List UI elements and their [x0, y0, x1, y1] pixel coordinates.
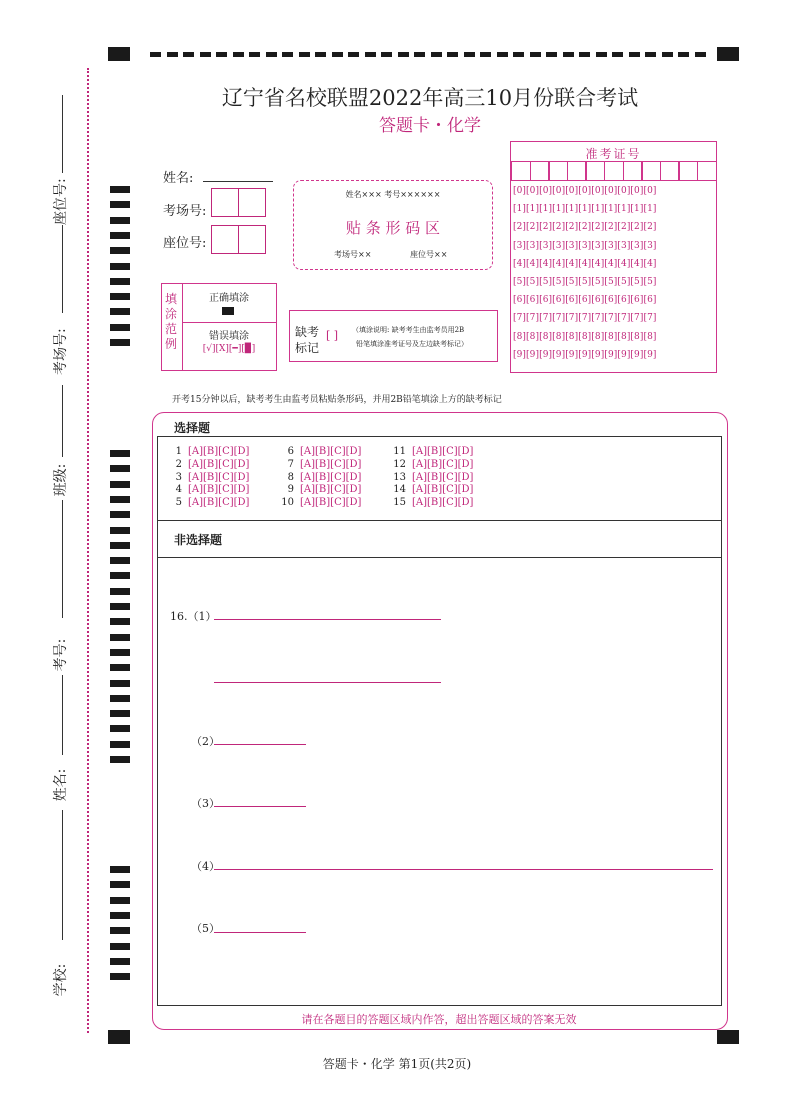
mcq-number: 9: [287, 484, 294, 496]
binding-cut-line: [87, 68, 89, 1033]
barcode-top-line: 姓名××× 考号××××××: [345, 190, 441, 199]
left-timing-mark: [110, 958, 130, 965]
top-timing-dash: [513, 52, 524, 57]
choice-heading: 选择题: [174, 421, 211, 435]
top-timing-dash: [150, 52, 161, 57]
sidebar-room-label: 考场号:: [53, 328, 69, 375]
name-field[interactable]: [203, 181, 273, 182]
left-timing-mark: [110, 634, 130, 641]
left-timing-mark: [110, 588, 130, 595]
admission-digit-box[interactable]: [623, 161, 643, 181]
left-timing-mark: [110, 450, 130, 457]
mcq-number: 5: [175, 497, 182, 509]
absent-checkbox[interactable]: [ ]: [326, 329, 339, 342]
admission-digit-box[interactable]: [604, 161, 624, 181]
fill-divider-h: [182, 322, 276, 323]
top-timing-dash: [233, 52, 244, 57]
fill-example: [161, 283, 277, 371]
mcq-number: 1: [175, 446, 182, 457]
left-timing-mark: [110, 293, 130, 300]
top-timing-dash: [266, 52, 277, 57]
absent-label: 缺考标记: [295, 325, 320, 355]
mcq-question[interactable]: [280, 459, 361, 470]
top-timing-dash: [678, 52, 689, 57]
sidebar-school-label: 学校:: [53, 963, 69, 997]
timing-mark-top-right: [717, 47, 739, 61]
mcq-options[interactable]: [A][B][C][D]: [300, 497, 362, 509]
room-label: 考场号:: [163, 204, 207, 219]
top-timing-dash: [381, 52, 392, 57]
q16-1-line-1[interactable]: [214, 619, 441, 620]
admission-digit-box[interactable]: [548, 161, 568, 181]
q16-2-label: （2）: [191, 735, 220, 748]
mcq-question[interactable]: [280, 484, 361, 495]
admission-bubble-row[interactable]: [5][5][5][5][5][5][5][5][5][5][5]: [513, 277, 657, 287]
mcq-number: 13: [393, 471, 406, 483]
top-timing-dash: [662, 52, 673, 57]
left-timing-mark: [110, 725, 130, 732]
left-timing-mark: [110, 465, 130, 472]
left-timing-mark: [110, 217, 130, 224]
mcq-options[interactable]: [A][B][C][D]: [412, 458, 474, 470]
room-line-top: [62, 225, 63, 313]
mcq-number: 7: [287, 458, 294, 470]
top-timing-dash: [431, 52, 442, 57]
top-timing-dash: [348, 52, 359, 57]
instruction-text: 开考15分钟以后，缺考考生由监考员粘贴条形码，并用2B铅笔填涂上方的缺考标记: [172, 395, 502, 405]
top-timing-dash: [299, 52, 310, 57]
mcq-number: 8: [287, 471, 294, 483]
q16-3-line[interactable]: [214, 806, 306, 807]
wrong-fill-marks: [√][X][━][▉]: [202, 344, 256, 354]
left-timing-mark: [110, 943, 130, 950]
absent-mark-box: [289, 310, 498, 362]
left-timing-mark: [110, 866, 130, 873]
top-timing-dash: [315, 52, 326, 57]
class-line-top: [62, 385, 63, 457]
left-timing-mark: [110, 741, 130, 748]
admission-number-grid: [510, 141, 717, 373]
mcq-question[interactable]: [168, 497, 249, 508]
admission-digit-box[interactable]: [678, 161, 698, 181]
top-timing-dash: [629, 52, 640, 57]
left-timing-mark: [110, 496, 130, 503]
top-timing-dash: [365, 52, 376, 57]
exam-title: 辽宁省名校联盟2022年高三10月份联合考试: [221, 86, 639, 110]
seat-box-1[interactable]: [211, 225, 239, 254]
left-timing-mark: [110, 308, 130, 315]
q16-label: 16.（1）: [170, 610, 217, 623]
top-timing-dash: [530, 52, 541, 57]
answer-inner-frame: [157, 436, 722, 1006]
seat-label: 座位号:: [163, 236, 207, 251]
q16-3-label: （3）: [191, 797, 220, 810]
q16-4-label: （4）: [191, 860, 220, 873]
left-timing-mark: [110, 481, 130, 488]
mcq-question[interactable]: [168, 472, 249, 483]
mcq-options[interactable]: [A][B][C][D]: [412, 497, 474, 509]
admission-bubble-row[interactable]: [3][3][3][3][3][3][3][3][3][3][3]: [513, 240, 657, 251]
left-timing-mark: [110, 710, 130, 717]
mcq-question[interactable]: [392, 459, 473, 470]
room-box-2[interactable]: [238, 188, 266, 217]
page-footer: 答题卡・化学 第1页(共2页): [322, 1057, 472, 1071]
top-timing-dash: [645, 52, 656, 57]
top-timing-dash: [332, 52, 343, 57]
mcq-question[interactable]: [392, 472, 473, 483]
mcq-number: 4: [175, 484, 182, 496]
top-timing-dash: [414, 52, 425, 57]
barcode-area: [293, 180, 493, 270]
admission-bubble-row[interactable]: [4][4][4][4][4][4][4][4][4][4][4]: [513, 258, 657, 269]
mcq-options[interactable]: [A][B][C][D]: [188, 458, 250, 470]
left-timing-mark: [110, 695, 130, 702]
left-timing-mark: [110, 756, 130, 763]
mcq-question[interactable]: [392, 484, 473, 495]
top-timing-dash: [167, 52, 178, 57]
admission-digit-box[interactable]: [530, 161, 550, 181]
mcq-options[interactable]: [A][B][C][D]: [188, 484, 250, 496]
top-timing-dash: [480, 52, 491, 57]
mcq-question[interactable]: [168, 446, 249, 457]
left-timing-mark: [110, 201, 130, 208]
left-timing-mark: [110, 263, 130, 270]
mcq-options[interactable]: [A][B][C][D]: [412, 484, 474, 496]
seat-line: [62, 95, 63, 173]
mcq-question[interactable]: [280, 446, 361, 457]
admission-digit-box[interactable]: [697, 161, 717, 181]
left-timing-mark: [110, 897, 130, 904]
left-timing-mark: [110, 324, 130, 331]
mcq-options[interactable]: [A][B][C][D]: [188, 446, 250, 457]
mcq-options[interactable]: [A][B][C][D]: [188, 497, 250, 509]
q16-5-label: （5）: [191, 922, 220, 935]
left-timing-mark: [110, 527, 130, 534]
top-timing-dash: [216, 52, 227, 57]
barcode-area-label: 贴 条 形 码 区: [345, 219, 441, 237]
mcq-question[interactable]: [168, 459, 249, 470]
q16-5-line[interactable]: [214, 932, 306, 933]
top-timing-dash: [695, 52, 706, 57]
sidebar-exam-no-label: 考号:: [53, 638, 69, 672]
correct-fill-mark: [222, 307, 234, 315]
left-timing-mark: [110, 339, 130, 346]
admission-bubble-row[interactable]: [1][1][1][1][1][1][1][1][1][1][1]: [513, 204, 657, 215]
timing-mark-bottom-left: [108, 1030, 130, 1044]
room-box-1[interactable]: [211, 188, 239, 217]
barcode-room: 考场号××: [334, 250, 372, 259]
admission-bubble-row[interactable]: [7][7][7][7][7][7][7][7][7][7][7]: [513, 313, 657, 324]
mcq-number: 15: [393, 497, 406, 509]
admission-digit-box[interactable]: [511, 161, 531, 181]
non-choice-heading: 非选择题: [174, 533, 223, 547]
admission-bubble-row[interactable]: [9][9][9][9][9][9][9][9][9][9][9]: [513, 349, 657, 360]
mcq-question[interactable]: [280, 497, 361, 508]
admission-bubble-row[interactable]: [0][0][0][0][0][0][0][0][0][0][0]: [513, 186, 657, 196]
timing-mark-top-left: [108, 47, 130, 61]
top-timing-dash: [282, 52, 293, 57]
left-timing-mark: [110, 881, 130, 888]
timing-mark-bottom-right: [717, 1030, 739, 1044]
top-timing-dash: [249, 52, 260, 57]
name-line-top: [62, 675, 63, 755]
admission-digit-box[interactable]: [660, 161, 680, 181]
seat-box-2[interactable]: [238, 225, 266, 254]
admission-digit-box[interactable]: [585, 161, 605, 181]
top-timing-dash: [200, 52, 211, 57]
left-timing-mark: [110, 927, 130, 934]
mcq-options[interactable]: [A][B][C][D]: [300, 446, 362, 457]
mcq-number: 14: [393, 484, 406, 496]
mcq-number: 10: [281, 497, 294, 509]
left-timing-mark: [110, 618, 130, 625]
top-timing-dash: [183, 52, 194, 57]
top-timing-dash: [596, 52, 607, 57]
left-timing-mark: [110, 542, 130, 549]
sidebar-seat-label: 座位号:: [53, 178, 69, 225]
left-timing-mark: [110, 603, 130, 610]
top-timing-dash: [464, 52, 475, 57]
q16-2-line[interactable]: [214, 744, 306, 745]
sidebar-class-label: 班级:: [53, 463, 69, 497]
left-timing-mark: [110, 278, 130, 285]
fill-example-side-label: 填涂范例: [165, 292, 178, 351]
top-timing-dash: [497, 52, 508, 57]
mcq-number: 12: [393, 458, 406, 470]
left-timing-mark: [110, 912, 130, 919]
admission-bubble-row[interactable]: [8][8][8][8][8][8][8][8][8][8][8]: [513, 331, 657, 342]
top-timing-dash: [447, 52, 458, 57]
mcq-number: 3: [175, 471, 182, 483]
left-timing-mark: [110, 557, 130, 564]
mcq-question[interactable]: [392, 446, 473, 457]
admission-bubble-row[interactable]: [2][2][2][2][2][2][2][2][2][2][2]: [513, 222, 657, 233]
mcq-options[interactable]: [A][B][C][D]: [412, 471, 474, 483]
left-timing-mark: [110, 664, 130, 671]
mcq-options[interactable]: [A][B][C][D]: [300, 471, 362, 483]
mcq-question[interactable]: [168, 484, 249, 495]
q16-1-line-2[interactable]: [214, 682, 441, 683]
top-timing-dash: [579, 52, 590, 57]
left-timing-mark: [110, 232, 130, 239]
mcq-question[interactable]: [280, 472, 361, 483]
admission-bubble-row[interactable]: [6][6][6][6][6][6][6][6][6][6][6]: [513, 295, 657, 306]
admission-title: 准考证号: [585, 147, 642, 161]
q16-4-line[interactable]: [214, 869, 713, 870]
mcq-options[interactable]: [A][B][C][D]: [412, 446, 474, 457]
answer-area-warning: 请在各题目的答题区域内作答，超出答题区域的答案无效: [301, 1013, 577, 1026]
school-line-top: [62, 810, 63, 940]
left-timing-mark: [110, 680, 130, 687]
sidebar-name-label: 姓名:: [53, 768, 69, 802]
absent-note-1: （填涂说明: 缺考考生由监考员用2B: [352, 326, 465, 334]
absent-note-2: 铅笔填涂准考证号及左边缺考标记）: [356, 340, 468, 348]
top-timing-dash: [398, 52, 409, 57]
mcq-number: 11: [393, 446, 406, 457]
admission-digit-box[interactable]: [641, 161, 661, 181]
top-timing-dash: [546, 52, 557, 57]
barcode-seat: 座位号××: [410, 250, 448, 259]
choice-divider: [157, 520, 721, 521]
wrong-fill-label: 错误填涂: [209, 331, 249, 342]
left-timing-mark: [110, 649, 130, 656]
exam-no-line-top: [62, 500, 63, 618]
mcq-options[interactable]: [A][B][C][D]: [300, 458, 362, 470]
name-label: 姓名:: [163, 171, 194, 186]
exam-subtitle: 答题卡・化学: [379, 116, 481, 136]
mcq-options[interactable]: [A][B][C][D]: [300, 484, 362, 496]
non-choice-divider: [157, 557, 721, 558]
left-timing-mark: [110, 247, 130, 254]
left-timing-mark: [110, 572, 130, 579]
left-timing-mark: [110, 973, 130, 980]
left-timing-mark: [110, 511, 130, 518]
mcq-number: 2: [175, 458, 182, 470]
mcq-number: 6: [287, 446, 294, 457]
correct-fill-label: 正确填涂: [209, 293, 249, 304]
admission-digit-box[interactable]: [567, 161, 587, 181]
mcq-question[interactable]: [392, 497, 473, 508]
top-timing-dash: [563, 52, 574, 57]
top-timing-dash: [612, 52, 623, 57]
mcq-options[interactable]: [A][B][C][D]: [188, 471, 250, 483]
left-timing-mark: [110, 186, 130, 193]
